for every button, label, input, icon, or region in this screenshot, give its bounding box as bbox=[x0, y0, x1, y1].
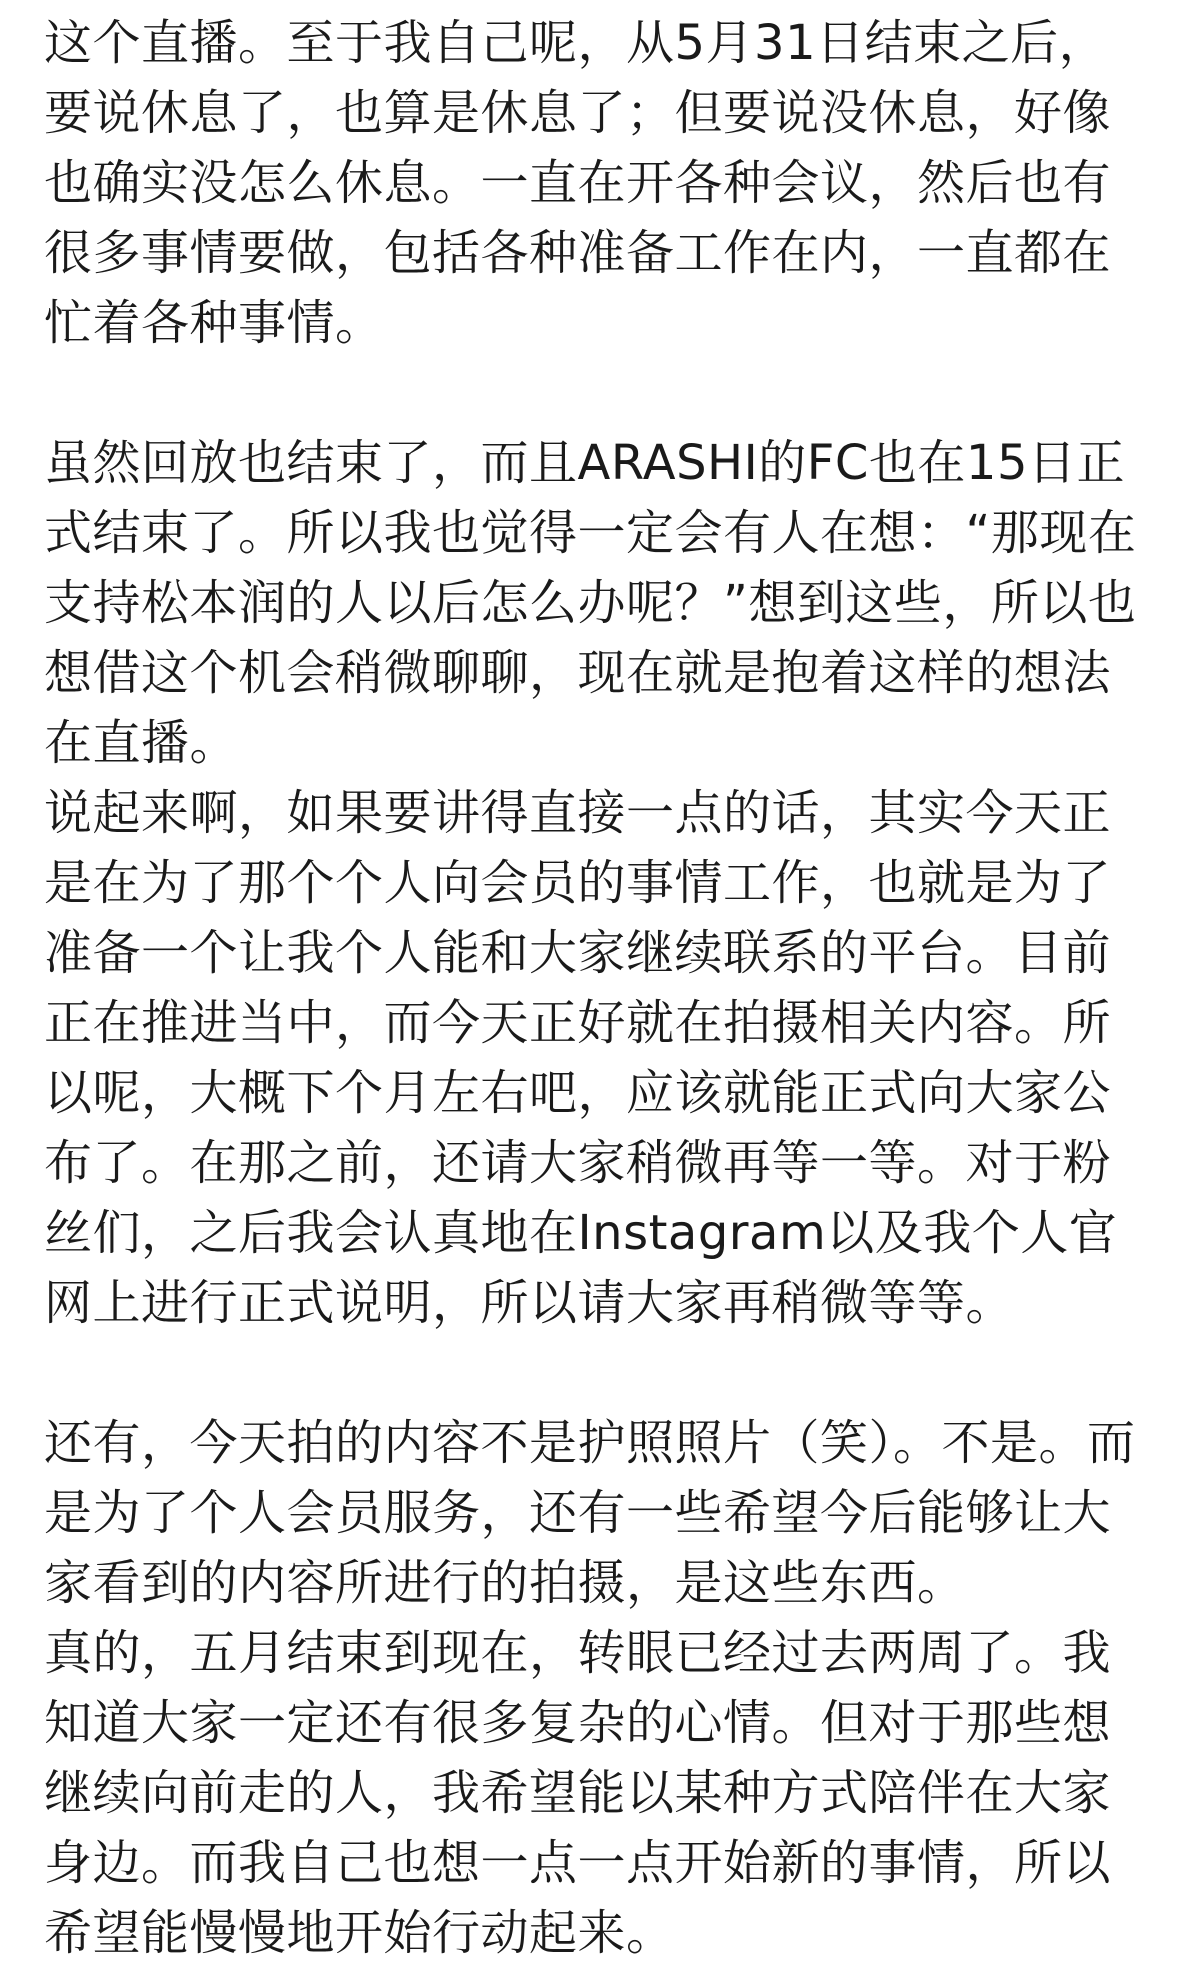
text-line: 也确实没怎么休息。一直在开各种会议，然后也有 bbox=[44, 155, 1112, 211]
document-text bbox=[44, 8, 1160, 1968]
text-line: 是为了个人会员服务，还有一些希望今后能够让大 bbox=[44, 1485, 1112, 1541]
text-line: 说起来啊，如果要讲得直接一点的话，其实今天正 bbox=[44, 785, 1112, 841]
text-line: 还有，今天拍的内容不是护照照片（笑）。不是。而 bbox=[44, 1415, 1136, 1471]
text-line: 真的，五月结束到现在，转眼已经过去两周了。我 bbox=[44, 1625, 1112, 1681]
text-line: 支持松本润的人以后怎么办呢？”想到这些，所以也 bbox=[44, 575, 1137, 631]
text-line: 是在为了那个个人向会员的事情工作，也就是为了 bbox=[44, 855, 1112, 911]
text-line: 希望能慢慢地开始行动起来。 bbox=[44, 1905, 675, 1961]
text-line: 以呢，大概下个月左右吧，应该就能正式向大家公 bbox=[44, 1065, 1112, 1121]
text-line: 布了。在那之前，还请大家稍微再等一等。对于粉 bbox=[44, 1135, 1112, 1191]
text-line: 虽然回放也结束了，而且ARASHI的FC也在15日正 bbox=[44, 435, 1126, 491]
text-line: 准备一个让我个人能和大家继续联系的平台。目前 bbox=[44, 925, 1112, 981]
text-line: 在直播。 bbox=[44, 715, 239, 771]
text-line: 这个直播。至于我自己呢，从5月31日结束之后， bbox=[44, 15, 1108, 71]
text-line: 网上进行正式说明，所以请大家再稍微等等。 bbox=[44, 1275, 1015, 1331]
text-line: 继续向前走的人，我希望能以某种方式陪伴在大家 bbox=[44, 1765, 1112, 1821]
text-line: 要说休息了，也算是休息了；但要说没休息，好像 bbox=[44, 85, 1112, 141]
paragraph-gap bbox=[44, 1338, 1160, 1408]
text-line: 家看到的内容所进行的拍摄，是这些东西。 bbox=[44, 1555, 966, 1611]
text-line: 知道大家一定还有很多复杂的心情。但对于那些想 bbox=[44, 1695, 1112, 1751]
text-line: 正在推进当中，而今天正好就在拍摄相关内容。所 bbox=[44, 995, 1112, 1051]
text-line: 式结束了。所以我也觉得一定会有人在想：“那现在 bbox=[44, 505, 1137, 561]
text-line: 想借这个机会稍微聊聊，现在就是抱着这样的想法 bbox=[44, 645, 1112, 701]
paragraph-gap bbox=[44, 358, 1160, 428]
text-line: 很多事情要做，包括各种准备工作在内，一直都在 bbox=[44, 225, 1112, 281]
text-line: 丝们，之后我会认真地在Instagram以及我个人官 bbox=[44, 1205, 1118, 1261]
text-line: 身边。而我自己也想一点一点开始新的事情，所以 bbox=[44, 1835, 1112, 1891]
text-line: 忙着各种事情。 bbox=[44, 295, 384, 351]
